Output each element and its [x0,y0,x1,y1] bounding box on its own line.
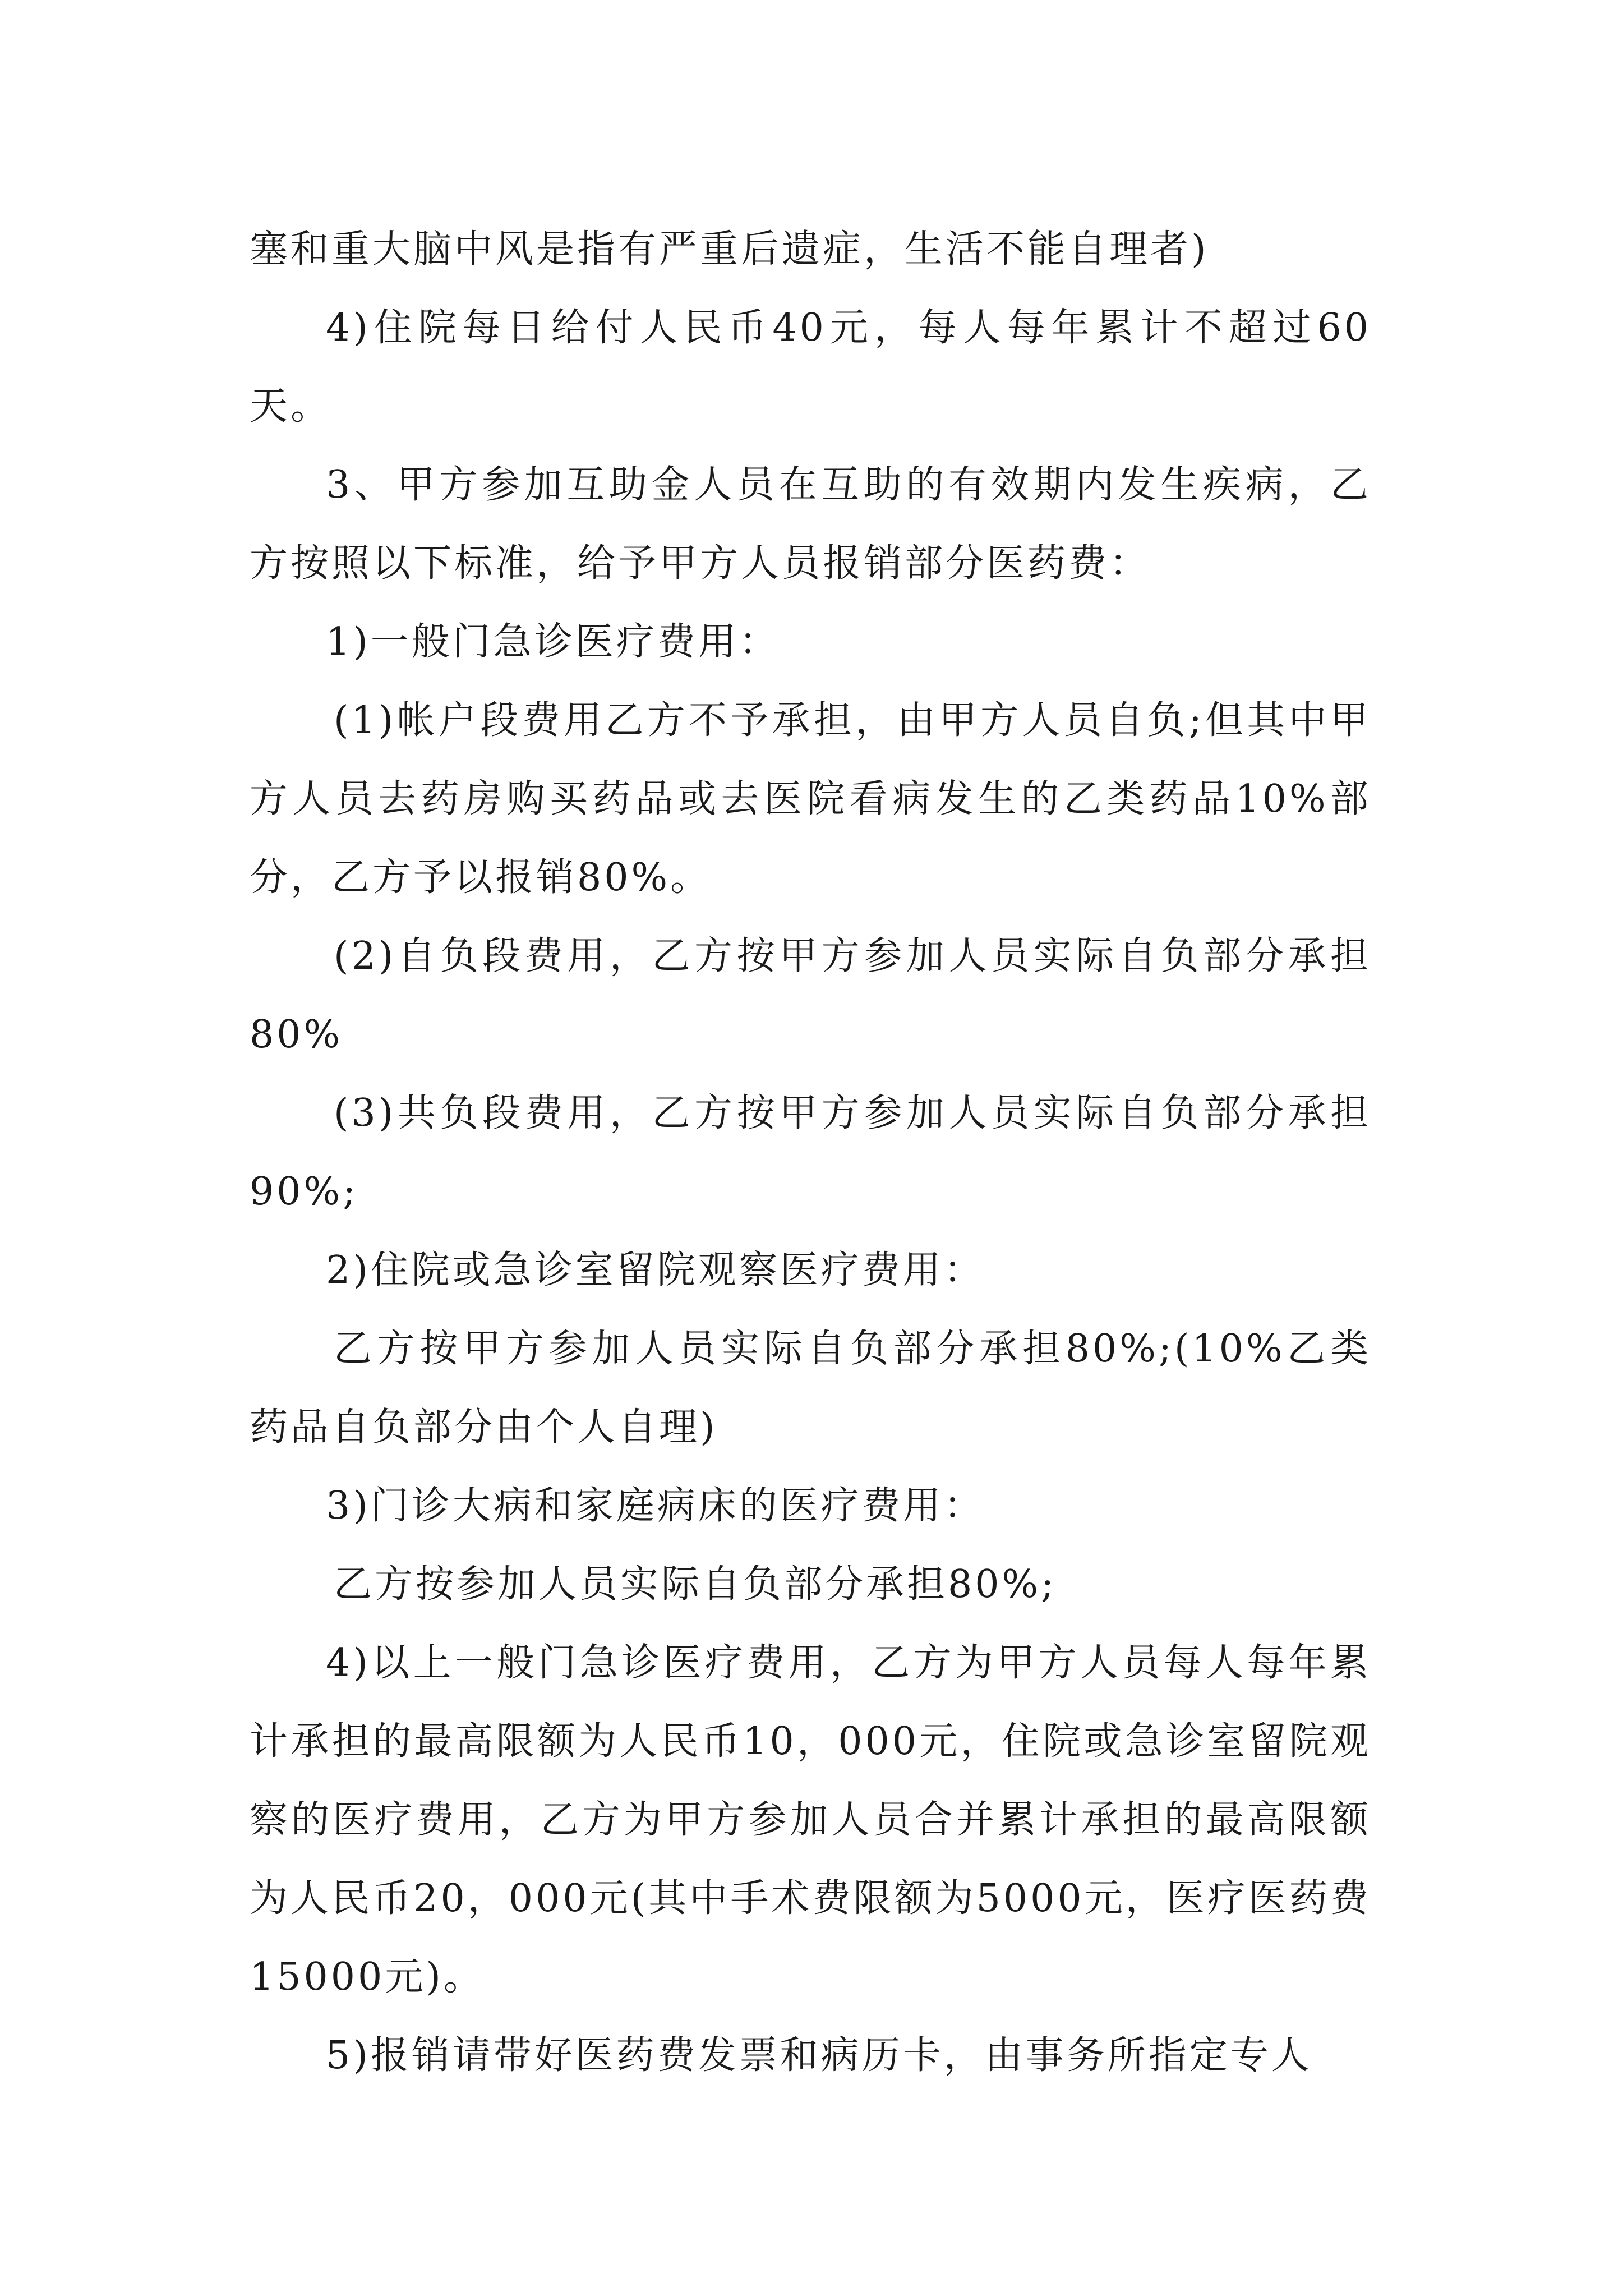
paragraph-continuation: 塞和重大脑中风是指有严重后遗症，生活不能自理者) [250,227,1209,272]
paragraph-subitem-1: (1)帐户段费用乙方不予承担，由甲方人员自负;但其中甲方人员去药房购买药品或去医院看病发生的乙类药品10%部分，乙方予以报销80%。 [250,698,1371,900]
paragraph-item-5-reimbursement: 5)报销请带好医药费发票和病历卡，由事务所指定专人 [326,2033,1312,2078]
paragraph-section-3: 3、甲方参加互助金人员在互助的有效期内发生疾病，乙方按照以下标准，给予甲方人员报销部分医药费： [250,463,1371,586]
paragraph-item-4-limits: 4)以上一般门急诊医疗费用，乙方为甲方人员每人每年累计承担的最高限额为人民币10，000元，住院或急诊室留院观察的医疗费用，乙方为甲方参加人员合并累计承担的最高限额为人民币20，000元(其中手术费限额为5000元，医疗医药费15000元)。 [250,1641,1371,1999]
document-body [250,210,1371,2095]
paragraph-subitem-3: (3)共负段费用，乙方按甲方参加人员实际自负部分承担90%; [250,1091,1371,1214]
paragraph-subitem-2: (2)自负段费用，乙方按甲方参加人员实际自负部分承担80% [250,934,1371,1057]
paragraph-item-4-inpatient: 4)住院每日给付人民币40元，每人每年累计不超过60天。 [250,306,1371,429]
paragraph-item-1-outpatient: 1)一般门急诊医疗费用： [326,620,780,664]
paragraph-item-2-hospitalization: 2)住院或急诊室留院观察医疗费用： [326,1248,985,1292]
paragraph-item-3-detail: 乙方按参加人员实际自负部分承担80%; [334,1562,1057,1607]
paragraph-item-2-detail: 乙方按甲方参加人员实际自负部分承担80%;(10%乙类药品自负部分由个人自理) [250,1327,1371,1450]
paragraph-item-3-chronic: 3)门诊大病和家庭病床的医疗费用： [326,1484,985,1528]
